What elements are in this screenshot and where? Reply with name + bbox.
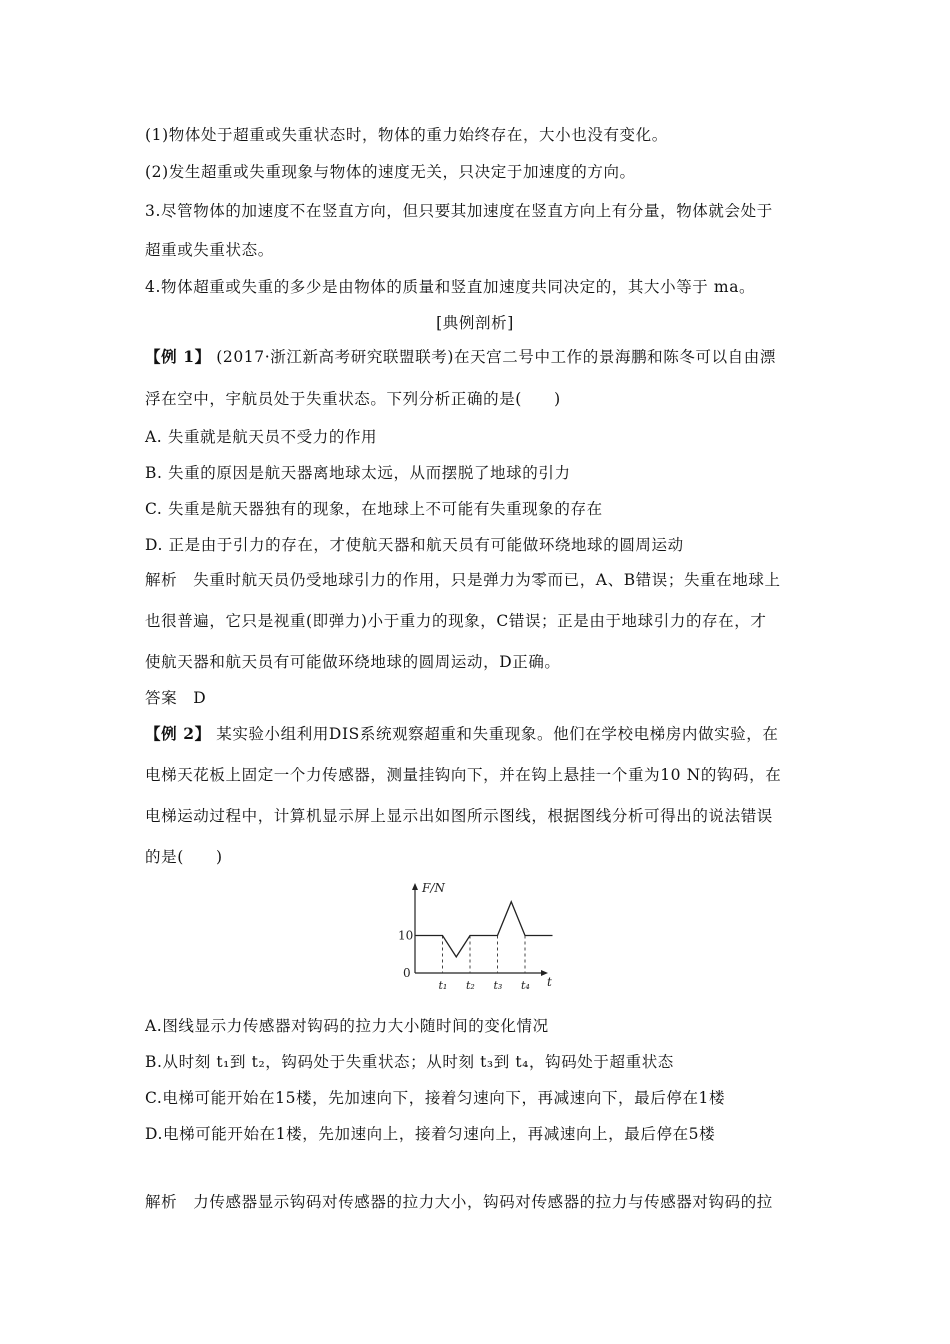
example-2-stem-line-1 [145, 724, 815, 744]
example-2-option-c: C.电梯可能开始在15楼，先加速向下，接着匀速向下，再减速向下，最后停在1楼 [145, 1089, 726, 1107]
example-2-stem-text: 某实验小组利用DIS系统观察超重和失重现象。他们在学校电梯房内做实验，在 [210, 725, 779, 743]
y-axis-label: F/N [422, 881, 445, 895]
example-2-stem-line-2: 电梯天花板上固定一个力传感器，测量挂钩向下，并在钩上悬挂一个重为10 N的钩码，在 [145, 766, 782, 784]
note-3-line-1: 3.尽管物体的加速度不在竖直方向，但只要其加速度在竖直方向上有分量，物体就会处于 [145, 202, 773, 220]
example-1-option-b: B. 失重的原因是航天器离地球太远，从而摆脱了地球的引力 [145, 464, 571, 482]
example-1-tag: 【例 1】 [145, 347, 211, 366]
y-axis-arrow [412, 883, 418, 890]
x-tick-label: t₁ [438, 979, 448, 992]
example-2-option-a: A.图线显示力传感器对钩码的拉力大小随时间的变化情况 [145, 1017, 549, 1035]
y-tick-label: 10 [398, 928, 414, 943]
example-2-tag: 【例 2】 [145, 724, 211, 743]
example-2-stem-line-4: 的是( ) [145, 848, 223, 866]
example-1-option-d: D. 正是由于引力的存在，才使航天器和航天员有可能做环绕地球的圆周运动 [145, 536, 684, 554]
example-1-analysis-line-3: 使航天器和航天员有可能做环绕地球的圆周运动，D正确。 [145, 653, 561, 671]
example-1-answer: 答案 D [145, 689, 207, 707]
example-1-analysis-line-1: 解析 失重时航天员仍受地球引力的作用，只是弹力为零而已，A、B错误；失重在地球上 [145, 571, 781, 589]
example-2-stem-line-3: 电梯运动过程中，计算机显示屏上显示出如图所示图线，根据图线分析可得出的说法错误 [145, 807, 773, 825]
y-tick-label: 0 [403, 966, 411, 980]
example-2-option-d: D.电梯可能开始在1楼，先加速向上，接着匀速向上，再减速向上，最后停在5楼 [145, 1125, 716, 1143]
note-3-line-2: 超重或失重状态。 [145, 241, 274, 259]
section-title: [典例剖析] [436, 314, 514, 332]
x-tick-label: t₄ [521, 979, 530, 992]
example-2-option-b: B.从时刻 t₁到 t₂，钩码处于失重状态；从时刻 t₃到 t₄，钩码处于超重状态 [145, 1053, 674, 1071]
note-2: (2)发生超重或失重现象与物体的速度无关，只决定于加速度的方向。 [145, 163, 636, 181]
example-2-analysis: 解析 力传感器显示钩码对传感器的拉力大小，钩码对传感器的拉力与传感器对钩码的拉 [145, 1193, 773, 1211]
example-1-analysis-line-2: 也很普遍，它只是视重(即弹力)小于重力的现象，C错误；正是由于地球引力的存在，才 [145, 612, 767, 630]
x-tick-label: t₃ [493, 979, 503, 992]
x-tick-label: t₂ [466, 979, 475, 992]
example-1-stem-text: (2017·浙江新高考研究联盟联考)在天宫二号中工作的景海鹏和陈冬可以自由漂 [210, 348, 776, 366]
force-time-chart [360, 875, 570, 995]
example-1-stem-line-1 [145, 347, 815, 367]
x-axis-label: t [547, 975, 552, 989]
force-series-line [415, 902, 553, 957]
note-1: (1)物体处于超重或失重状态时，物体的重力始终存在，大小也没有变化。 [145, 126, 668, 144]
example-1-option-a: A. 失重就是航天员不受力的作用 [145, 428, 378, 446]
note-4: 4.物体超重或失重的多少是由物体的质量和竖直加速度共同决定的，其大小等于 ma。 [145, 278, 756, 296]
example-1-stem-line-2: 浮在空中，宇航员处于失重状态。下列分析正确的是( ) [145, 390, 561, 408]
example-1-option-c: C. 失重是航天器独有的现象，在地球上不可能有失重现象的存在 [145, 500, 603, 518]
